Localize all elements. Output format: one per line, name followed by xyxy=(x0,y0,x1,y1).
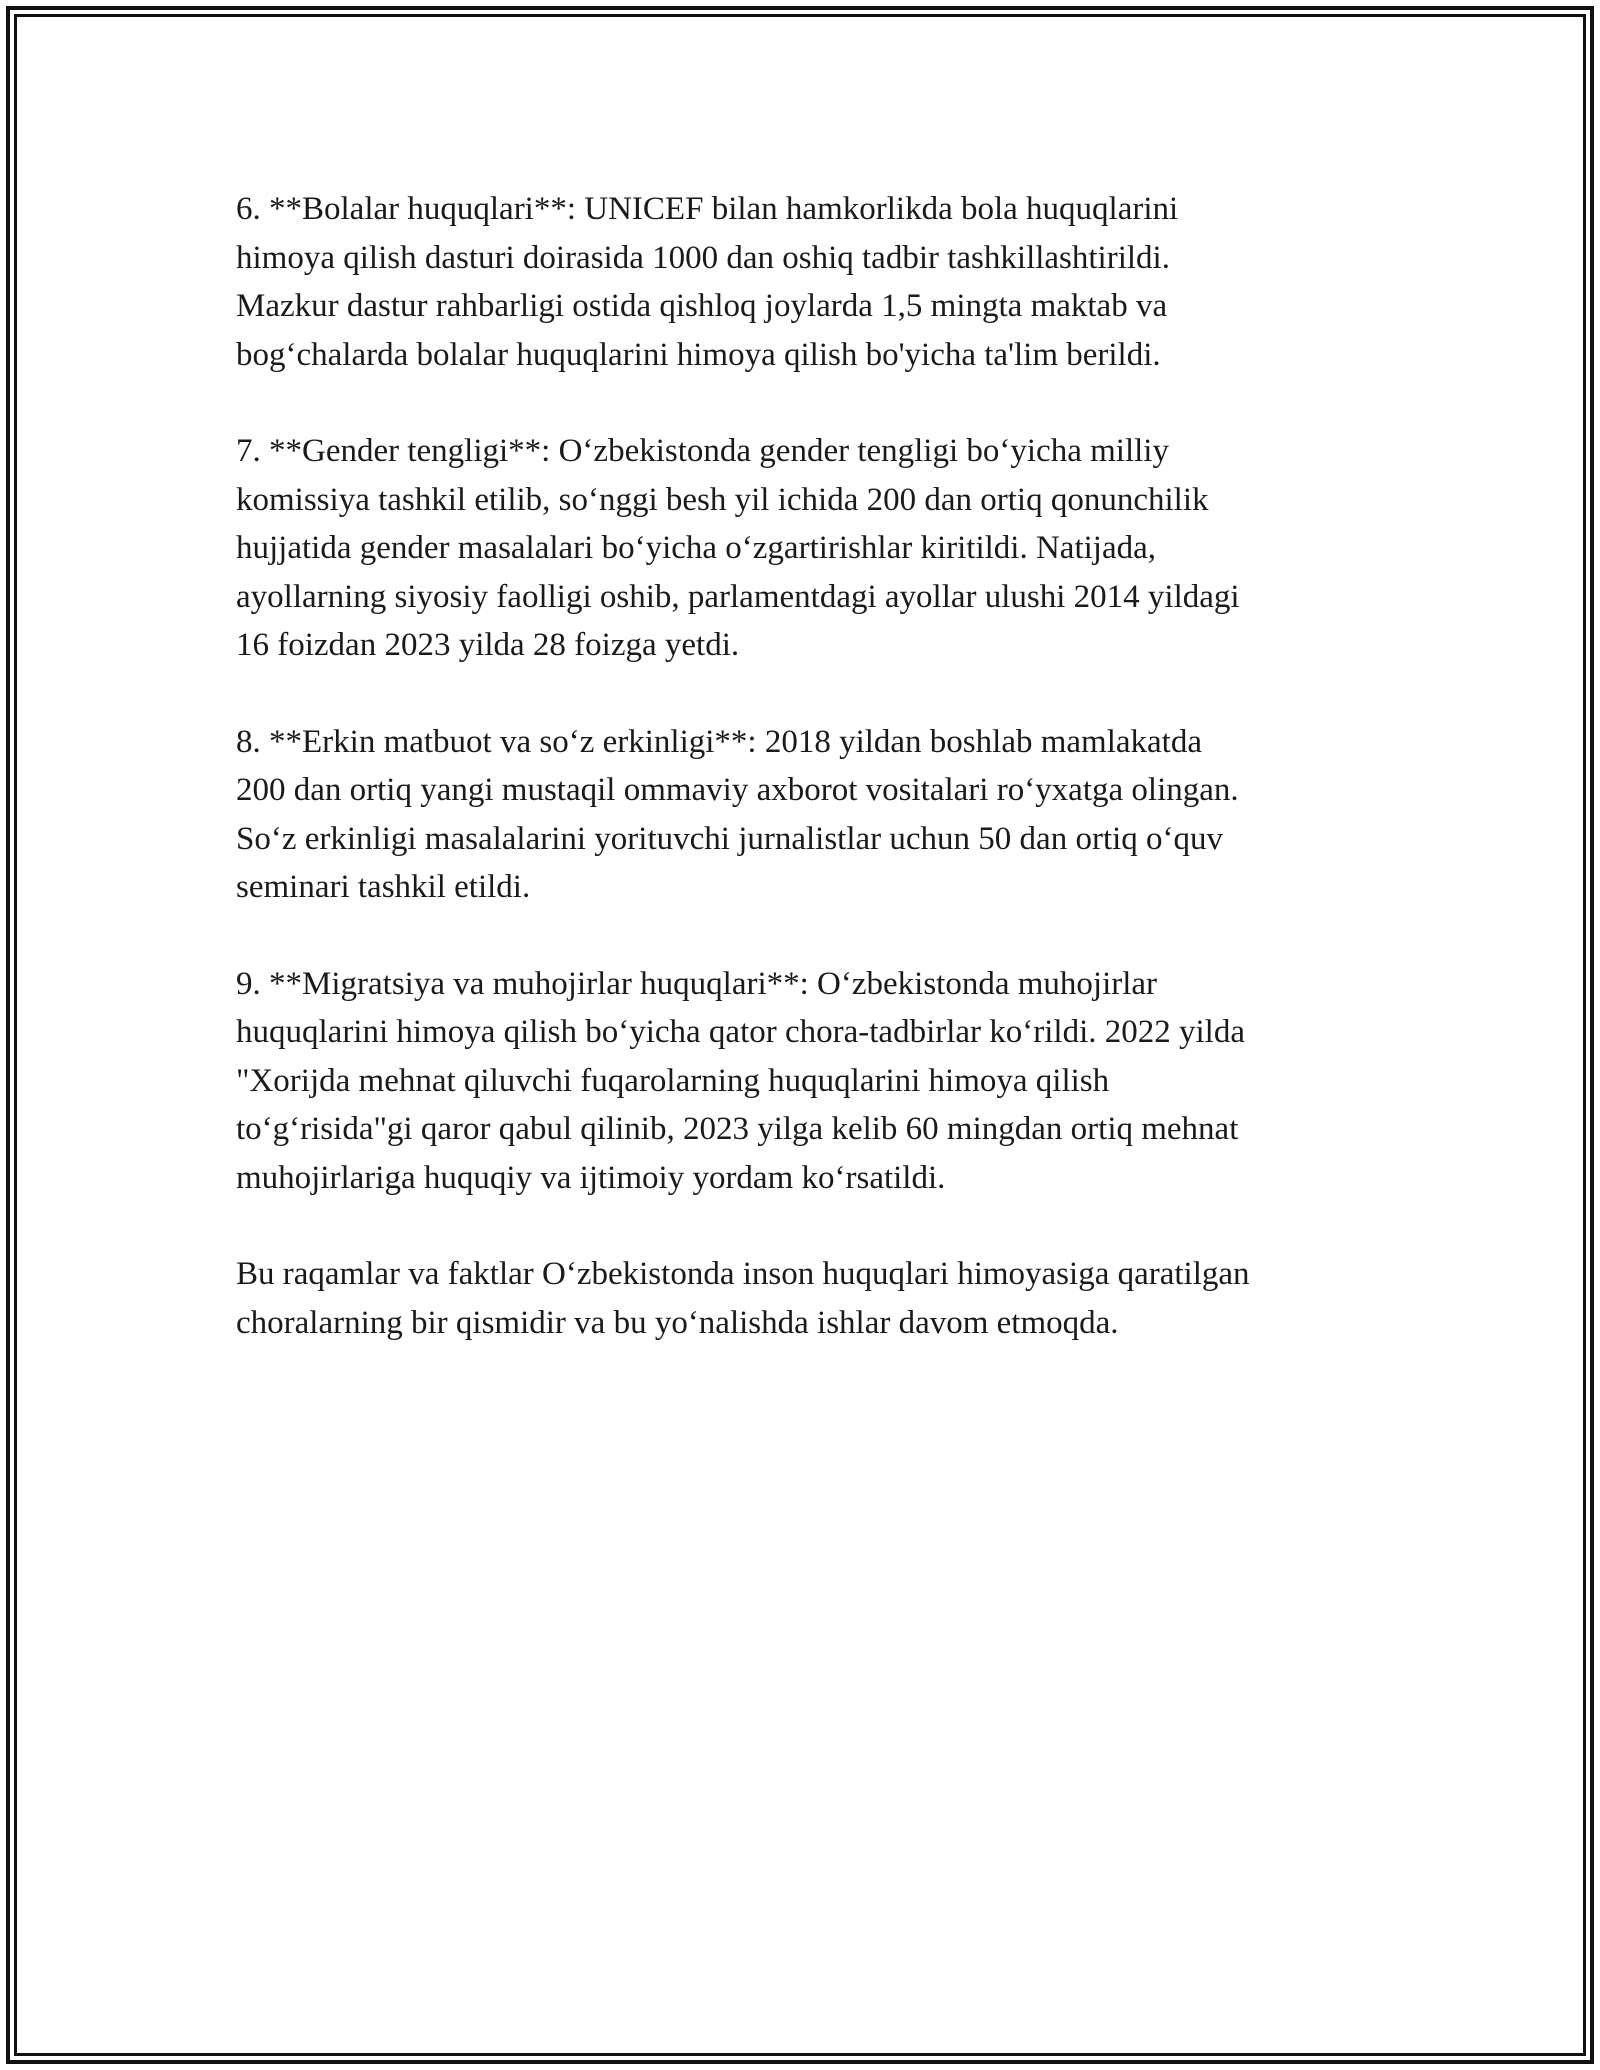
paragraph-line: "Xorijda mehnat qiluvchi fuqarolarning huquqlarini himoya qilish xyxy=(236,1062,1110,1099)
paragraph-bolalar-huquqlari xyxy=(236,185,1366,379)
paragraph-line: 8. **Erkin matbuot va so‘z erkinligi**: 2018 yildan boshlab mamlakatda xyxy=(236,723,1202,760)
paragraph-line: himoya qilish dasturi doirasida 1000 dan oshiq tadbir tashkillashtirildi. xyxy=(236,239,1170,276)
paragraph-line: 6. **Bolalar huquqlari**: UNICEF bilan hamkorlikda bola huquqlarini xyxy=(236,191,1179,227)
paragraph-line: 7. **Gender tengligi**: O‘zbekistonda gender tengligi bo‘yicha milliy xyxy=(236,433,1169,469)
paragraph-line: muhojirlariga huquqiy va ijtimoiy yordam ko‘rsatildi. xyxy=(236,1159,946,1196)
paragraph-migratsiya xyxy=(236,960,1366,1203)
paragraph-line: So‘z erkinligi masalalarini yorituvchi jurnalistlar uchun 50 dan ortiq o‘quv xyxy=(236,820,1224,857)
paragraph-line: bog‘chalarda bolalar huquqlarini himoya qilish bo'yicha ta'lim berildi. xyxy=(236,336,1161,373)
paragraph-line: komissiya tashkil etilib, so‘nggi besh yil ichida 200 dan ortiq qonunchilik xyxy=(236,481,1209,518)
paragraph-gender-tengligi xyxy=(236,427,1366,670)
paragraph-line: hujjatida gender masalalari bo‘yicha o‘zgartirishlar kiritildi. Natijada, xyxy=(236,530,1156,566)
paragraph-line: to‘g‘risida"gi qaror qabul qilinib, 2023 yilga kelib 60 mingdan ortiq mehnat xyxy=(236,1111,1239,1147)
document-body xyxy=(236,185,1366,1395)
paragraph-line: 200 dan ortiq yangi mustaqil ommaviy axborot vositalari ro‘yxatga olingan. xyxy=(236,772,1239,808)
paragraph-conclusion xyxy=(236,1250,1366,1347)
paragraph-line: seminari tashkil etildi. xyxy=(236,869,531,905)
paragraph-line: choralarning bir qismidir va bu yo‘nalishda ishlar davom etmoqda. xyxy=(236,1304,1119,1341)
paragraph-erkin-matbuot xyxy=(236,718,1366,912)
paragraph-line: huquqlarini himoya qilish bo‘yicha qator chora-tadbirlar ko‘rildi. 2022 yilda xyxy=(236,1014,1245,1050)
paragraph-line: ayollarning siyosiy faolligi oshib, parlamentdagi ayollar ulushi 2014 yildagi xyxy=(236,578,1240,615)
paragraph-line: Mazkur dastur rahbarligi ostida qishloq joylarda 1,5 mingta maktab va xyxy=(236,288,1168,324)
paragraph-line: 16 foizdan 2023 yilda 28 foizga yetdi. xyxy=(236,627,740,663)
paragraph-line: Bu raqamlar va faktlar O‘zbekistonda inson huquqlari himoyasiga qaratilgan xyxy=(236,1256,1250,1292)
paragraph-line: 9. **Migratsiya va muhojirlar huquqlari**: O‘zbekistonda muhojirlar xyxy=(236,965,1158,1002)
